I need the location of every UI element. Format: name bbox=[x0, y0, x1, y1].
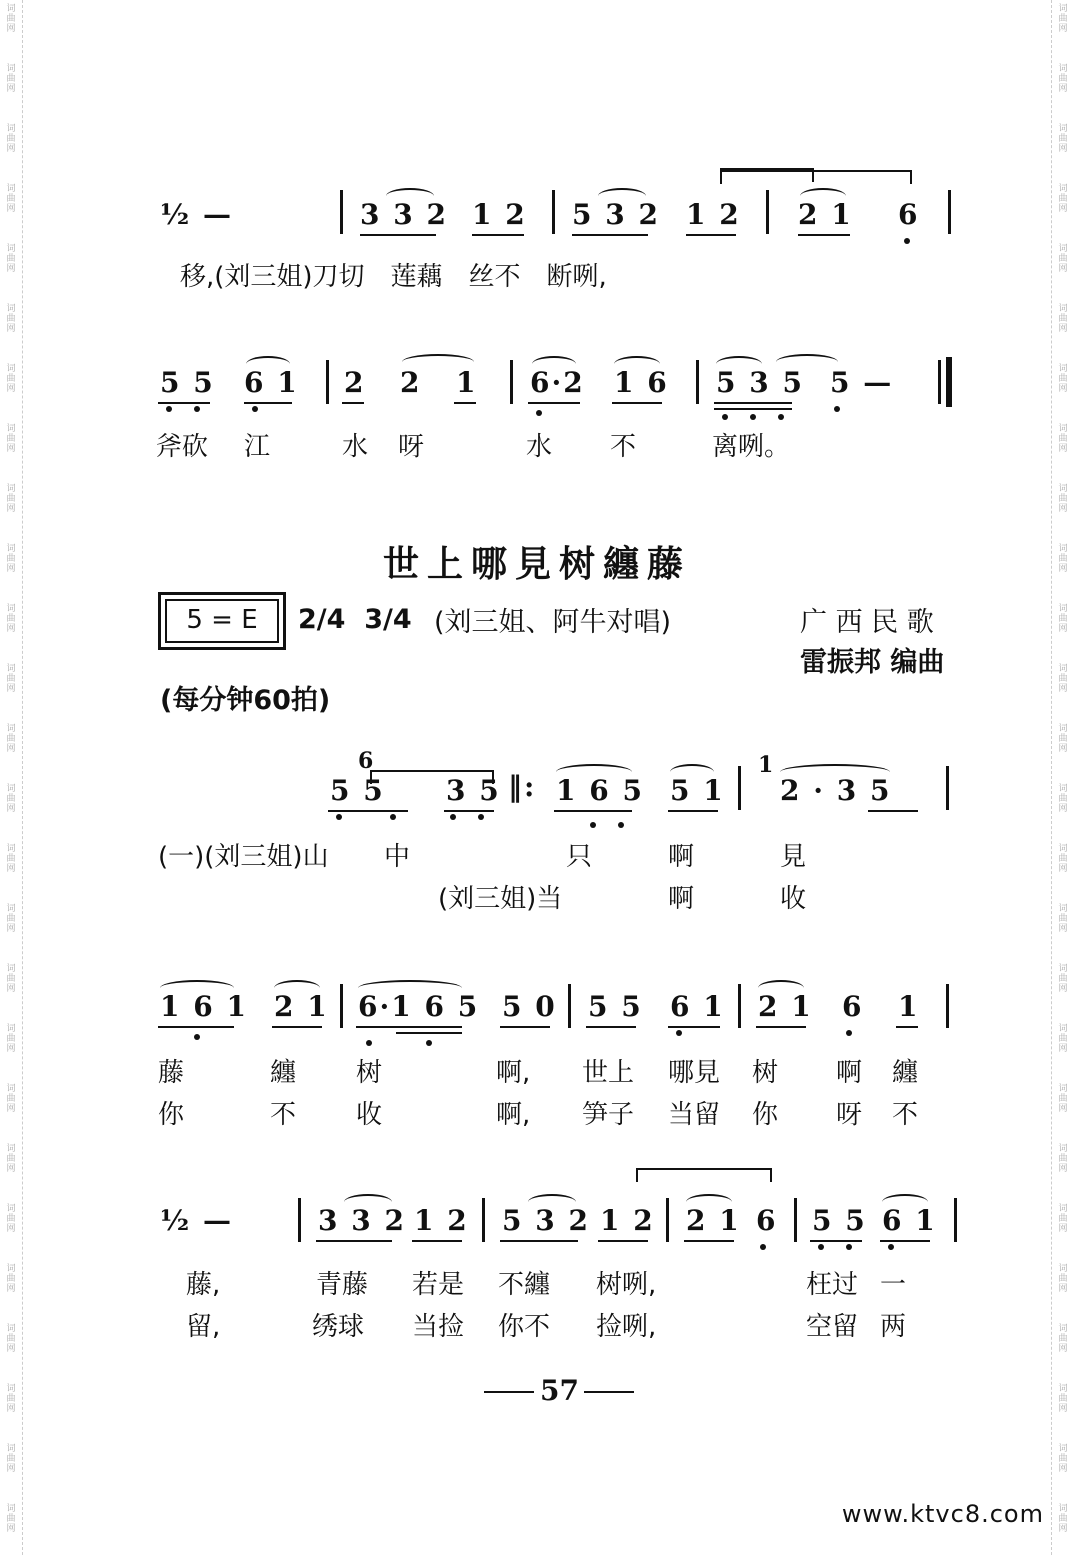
underline bbox=[668, 1026, 720, 1028]
lyric: 离咧。 bbox=[712, 432, 791, 462]
barline bbox=[326, 360, 329, 404]
note: 1 2 bbox=[414, 1204, 469, 1237]
note: 6 bbox=[842, 990, 864, 1023]
barline bbox=[794, 1198, 797, 1242]
note: 5 5 bbox=[812, 1204, 867, 1237]
note: 3 3 2 bbox=[318, 1204, 406, 1237]
underline bbox=[668, 810, 718, 812]
lyric: 見 bbox=[780, 842, 807, 872]
lyric: 一 bbox=[880, 1270, 907, 1300]
barline bbox=[946, 984, 949, 1028]
watermark-text: 词 曲 网 bbox=[6, 1384, 16, 1414]
slur bbox=[386, 188, 434, 204]
watermark-text: 词 曲 网 bbox=[6, 724, 16, 754]
notation-line1-f: 2 1 bbox=[798, 198, 853, 231]
watermark-text: 词 曲 网 bbox=[6, 904, 16, 934]
underline bbox=[272, 1026, 322, 1028]
octave-dot bbox=[450, 814, 456, 820]
underline bbox=[684, 1240, 734, 1242]
watermark-text: 词 曲 网 bbox=[6, 364, 16, 394]
lyric: 你不 bbox=[498, 1312, 551, 1342]
octave-dot bbox=[252, 406, 258, 412]
watermark-text: 词 曲 网 bbox=[1058, 844, 1068, 874]
octave-dot bbox=[478, 814, 484, 820]
watermark-text: 词 曲 网 bbox=[6, 124, 16, 154]
underline bbox=[554, 810, 632, 812]
page-number: 57 bbox=[540, 1374, 579, 1407]
underline bbox=[714, 402, 792, 404]
lyric: 绣球 bbox=[312, 1312, 365, 1342]
slur bbox=[670, 764, 714, 780]
octave-dot bbox=[846, 1030, 852, 1036]
slur bbox=[758, 980, 804, 996]
underline bbox=[586, 1026, 636, 1028]
note: 5 5 bbox=[160, 366, 215, 399]
underline bbox=[444, 810, 494, 812]
barline bbox=[696, 360, 699, 404]
lyric: 收 bbox=[780, 884, 807, 914]
slur bbox=[776, 354, 838, 370]
lyric: 若是 bbox=[412, 1270, 465, 1300]
slur bbox=[614, 356, 660, 372]
slur bbox=[556, 764, 632, 780]
lyric: 树咧, bbox=[596, 1270, 657, 1300]
watermark-text: 词 曲 网 bbox=[6, 64, 16, 94]
note: 2 · 3 5 bbox=[780, 774, 892, 807]
lyric: 只 bbox=[566, 842, 593, 872]
barline bbox=[510, 360, 513, 404]
song-title: 世上哪見树纏藤 bbox=[382, 544, 691, 585]
barline bbox=[666, 1198, 669, 1242]
octave-dot bbox=[390, 814, 396, 820]
barline bbox=[938, 360, 941, 404]
note: 2 bbox=[400, 366, 422, 399]
underline bbox=[244, 402, 292, 404]
barline bbox=[948, 190, 951, 234]
underline bbox=[686, 234, 736, 236]
lyric: 中 bbox=[384, 842, 411, 872]
note: 6 1 bbox=[244, 366, 299, 399]
note: 5 3 5 bbox=[716, 366, 804, 399]
footer-rule bbox=[484, 1391, 534, 1393]
watermark-text: 词 曲 网 bbox=[6, 1264, 16, 1294]
lyric: 纏 bbox=[892, 1058, 919, 1088]
watermark-text: 词 曲 网 bbox=[1058, 424, 1068, 454]
underline bbox=[396, 1032, 462, 1034]
barline bbox=[766, 190, 769, 234]
watermark-text: 词 曲 网 bbox=[6, 1144, 16, 1174]
barline bbox=[568, 984, 571, 1028]
footer-rule bbox=[584, 1391, 634, 1393]
underline bbox=[896, 1026, 918, 1028]
watermark-text: 词 曲 网 bbox=[1058, 364, 1068, 394]
watermark-text: 词 曲 网 bbox=[1058, 64, 1068, 94]
lyric: 啊 bbox=[668, 884, 695, 914]
lyric: (刘三姐)当 bbox=[438, 884, 563, 914]
barline bbox=[552, 190, 555, 234]
barline bbox=[946, 766, 949, 810]
underline bbox=[316, 1240, 392, 1242]
bracket bbox=[720, 170, 912, 184]
slur bbox=[716, 356, 762, 372]
right-watermark-strip bbox=[1051, 0, 1074, 1555]
watermark-text: 词 曲 网 bbox=[1058, 1084, 1068, 1114]
underline bbox=[472, 234, 524, 236]
lyrics-line1: 移,(刘三姐)刀切 莲藕 丝不 断咧, bbox=[180, 262, 607, 292]
watermark-text: 词 曲 网 bbox=[6, 964, 16, 994]
octave-dot bbox=[194, 1034, 200, 1040]
lyric: 枉过 bbox=[806, 1270, 859, 1300]
note: 6·2 bbox=[530, 366, 585, 399]
underline bbox=[158, 1026, 234, 1028]
lyric: 留, bbox=[186, 1312, 221, 1342]
barline bbox=[340, 984, 343, 1028]
lyric: 不 bbox=[270, 1100, 297, 1130]
song-subtitle: (刘三姐、阿牛对唱) bbox=[434, 607, 672, 638]
left-watermark-strip bbox=[0, 0, 23, 1555]
watermark-text: 词 曲 网 bbox=[1058, 1144, 1068, 1174]
notation-line1-c: 1 2 bbox=[472, 198, 527, 231]
site-watermark: www.ktvc8.com bbox=[841, 1500, 1044, 1528]
bracket bbox=[636, 1168, 772, 1182]
note: ½ — bbox=[160, 1204, 233, 1237]
lyric: 空留 bbox=[806, 1312, 859, 1342]
octave-dot bbox=[166, 406, 172, 412]
lyric: 两 bbox=[880, 1312, 907, 1342]
octave-dot bbox=[760, 1244, 766, 1250]
note: 1 bbox=[758, 752, 776, 778]
note: 1 6 bbox=[614, 366, 669, 399]
lyric: 不 bbox=[610, 432, 637, 462]
underline bbox=[798, 234, 850, 236]
watermark-text: 词 曲 网 bbox=[6, 244, 16, 274]
underline bbox=[412, 1240, 462, 1242]
octave-dot bbox=[536, 410, 542, 416]
slur bbox=[598, 188, 646, 204]
note: 2 1 bbox=[758, 990, 813, 1023]
barline bbox=[738, 984, 741, 1028]
octave-dot bbox=[426, 1040, 432, 1046]
lyric: (一)(刘三姐)山 bbox=[158, 842, 329, 872]
watermark-text: 词 曲 网 bbox=[1058, 184, 1068, 214]
octave-dot bbox=[904, 238, 910, 244]
notation-line1-g: 6 bbox=[898, 198, 920, 231]
watermark-text: 词 曲 网 bbox=[1058, 664, 1068, 694]
slur bbox=[882, 1194, 928, 1210]
watermark-text: 词 曲 网 bbox=[1058, 4, 1068, 34]
lyric: 啊, bbox=[496, 1100, 531, 1130]
barline bbox=[954, 1198, 957, 1242]
watermark-text: 词 曲 网 bbox=[1058, 1024, 1068, 1054]
watermark-text: 词 曲 网 bbox=[6, 604, 16, 634]
underline bbox=[528, 402, 580, 404]
underline bbox=[454, 402, 476, 404]
lyric: 呀 bbox=[836, 1100, 863, 1130]
notation-line1-a: ½ — bbox=[160, 198, 233, 231]
tempo-mark: (每分钟60拍) bbox=[160, 685, 331, 716]
lyric: 水 bbox=[526, 432, 553, 462]
lyric: 啊 bbox=[836, 1058, 863, 1088]
slur bbox=[800, 188, 846, 204]
lyric: 斧砍 bbox=[156, 432, 209, 462]
song-origin: 广 西 民 歌 bbox=[800, 607, 934, 638]
slur bbox=[274, 980, 320, 996]
barline bbox=[298, 1198, 301, 1242]
lyric: 纏 bbox=[270, 1058, 297, 1088]
barline bbox=[340, 190, 343, 234]
slur bbox=[344, 1194, 392, 1210]
note: 1 bbox=[456, 366, 478, 399]
watermark-text: 词 曲 网 bbox=[1058, 124, 1068, 154]
note: 1 6 5 bbox=[556, 774, 644, 807]
note: 6 1 bbox=[882, 1204, 937, 1237]
underline bbox=[328, 810, 408, 812]
lyric: 收 bbox=[356, 1100, 383, 1130]
octave-dot bbox=[888, 1244, 894, 1250]
underline bbox=[500, 1240, 578, 1242]
watermark-text: 词 曲 网 bbox=[6, 1324, 16, 1354]
octave-dot bbox=[336, 814, 342, 820]
octave-dot bbox=[366, 1040, 372, 1046]
octave-dot bbox=[722, 414, 728, 420]
note: 3 5 bbox=[446, 774, 501, 807]
note: 1 6 1 bbox=[160, 990, 248, 1023]
note: 5 0 bbox=[502, 990, 557, 1023]
underline bbox=[880, 1240, 930, 1242]
underline bbox=[756, 1026, 806, 1028]
lyric: 水 bbox=[342, 432, 369, 462]
note: 2 bbox=[344, 366, 366, 399]
watermark-text: 词 曲 网 bbox=[1058, 1444, 1068, 1474]
underline bbox=[342, 402, 364, 404]
lyric: 当留 bbox=[668, 1100, 721, 1130]
lyric: 哪見 bbox=[668, 1058, 721, 1088]
octave-dot bbox=[590, 822, 596, 828]
slur bbox=[160, 980, 234, 996]
watermark-text: 词 曲 网 bbox=[6, 424, 16, 454]
octave-dot bbox=[846, 1244, 852, 1250]
song-arranger: 雷振邦 编曲 bbox=[800, 647, 945, 678]
time-signature: 2/4 3/4 bbox=[298, 604, 412, 635]
note: 5 5 bbox=[330, 774, 385, 807]
slur bbox=[358, 980, 462, 996]
note: 5 5 bbox=[588, 990, 643, 1023]
note: 6 1 bbox=[670, 990, 725, 1023]
slur bbox=[532, 356, 576, 372]
note: 1 bbox=[898, 990, 920, 1023]
watermark-text: 词 曲 网 bbox=[6, 4, 16, 34]
slur bbox=[686, 1194, 732, 1210]
lyric: 树 bbox=[356, 1058, 383, 1088]
watermark-text: 词 曲 网 bbox=[6, 1084, 16, 1114]
note: 2 1 bbox=[274, 990, 329, 1023]
note: 5 3 2 bbox=[502, 1204, 590, 1237]
notation-line1-e: 1 2 bbox=[686, 198, 741, 231]
lyric: 捡咧, bbox=[596, 1312, 657, 1342]
lyric: 呀 bbox=[398, 432, 425, 462]
lyric: 你 bbox=[158, 1100, 185, 1130]
final-barline bbox=[946, 357, 952, 407]
lyric: 藤, bbox=[186, 1270, 221, 1300]
lyric: 江 bbox=[244, 432, 271, 462]
lyric: 世上 bbox=[582, 1058, 635, 1088]
watermark-text: 词 曲 网 bbox=[6, 1204, 16, 1234]
watermark-text: 词 曲 网 bbox=[1058, 484, 1068, 514]
octave-dot bbox=[834, 406, 840, 412]
underline bbox=[612, 402, 662, 404]
watermark-text: 词 曲 网 bbox=[6, 844, 16, 874]
underline bbox=[356, 1026, 462, 1028]
underline bbox=[868, 810, 918, 812]
grace-note: 6 bbox=[358, 748, 376, 774]
octave-dot bbox=[750, 414, 756, 420]
note: 6·1 6 5 bbox=[358, 990, 480, 1023]
notation-line1-d: 5 3 2 bbox=[572, 198, 660, 231]
lyric: 不纏 bbox=[498, 1270, 551, 1300]
watermark-text: 词 曲 网 bbox=[6, 544, 16, 574]
underline bbox=[572, 234, 648, 236]
octave-dot bbox=[818, 1244, 824, 1250]
underline bbox=[598, 1240, 648, 1242]
watermark-text: 词 曲 网 bbox=[6, 1504, 16, 1534]
watermark-text: 词 曲 网 bbox=[6, 784, 16, 814]
underline bbox=[158, 402, 210, 404]
barline bbox=[738, 766, 741, 810]
watermark-text: 词 曲 网 bbox=[1058, 964, 1068, 994]
lyric: 青藤 bbox=[316, 1270, 369, 1300]
underline bbox=[810, 1240, 862, 1242]
watermark-text: 词 曲 网 bbox=[6, 1444, 16, 1474]
watermark-text: 词 曲 网 bbox=[1058, 544, 1068, 574]
watermark-text: 词 曲 网 bbox=[6, 484, 16, 514]
lyric: 啊 bbox=[668, 842, 695, 872]
watermark-text: 词 曲 网 bbox=[1058, 724, 1068, 754]
underline bbox=[360, 234, 436, 236]
watermark-text: 词 曲 网 bbox=[1058, 904, 1068, 934]
watermark-text: 词 曲 网 bbox=[6, 1024, 16, 1054]
lyric: 啊, bbox=[496, 1058, 531, 1088]
lyric: 你 bbox=[752, 1100, 779, 1130]
slur bbox=[528, 1194, 576, 1210]
lyric: 藤 bbox=[158, 1058, 185, 1088]
note: 2 1 bbox=[686, 1204, 741, 1237]
watermark-text: 词 曲 网 bbox=[1058, 784, 1068, 814]
watermark-text: 词 曲 网 bbox=[6, 664, 16, 694]
slur bbox=[780, 764, 890, 780]
watermark-text: 词 曲 网 bbox=[1058, 1264, 1068, 1294]
repeat-sign: ‖: bbox=[508, 770, 537, 803]
watermark-text: 词 曲 网 bbox=[1058, 1204, 1068, 1234]
underline bbox=[500, 1026, 550, 1028]
lyric: 当捡 bbox=[412, 1312, 465, 1342]
octave-dot bbox=[194, 406, 200, 412]
key-signature: 5 = E bbox=[165, 599, 279, 643]
watermark-text: 词 曲 网 bbox=[1058, 244, 1068, 274]
watermark-text: 词 曲 网 bbox=[1058, 1384, 1068, 1414]
note: 5 1 bbox=[670, 774, 725, 807]
note: 1 2 bbox=[600, 1204, 655, 1237]
watermark-text: 词 曲 网 bbox=[6, 304, 16, 334]
underline bbox=[714, 408, 792, 410]
slur bbox=[246, 356, 290, 372]
watermark-text: 词 曲 网 bbox=[1058, 304, 1068, 334]
watermark-text: 词 曲 网 bbox=[1058, 604, 1068, 634]
key-signature-box bbox=[158, 592, 286, 650]
watermark-text: 词 曲 网 bbox=[1058, 1324, 1068, 1354]
slur bbox=[402, 354, 474, 370]
lyric: 不 bbox=[892, 1100, 919, 1130]
notation-line1-b: 3 3 2 bbox=[360, 198, 448, 231]
watermark-text: 词 曲 网 bbox=[6, 184, 16, 214]
octave-dot bbox=[676, 1030, 682, 1036]
watermark-text: 词 曲 网 bbox=[1058, 1504, 1068, 1534]
lyric: 树 bbox=[752, 1058, 779, 1088]
octave-dot bbox=[618, 822, 624, 828]
octave-dot bbox=[778, 414, 784, 420]
lyric: 笋子 bbox=[582, 1100, 635, 1130]
note: 5 — bbox=[830, 366, 894, 399]
barline bbox=[482, 1198, 485, 1242]
note: 6 bbox=[756, 1204, 778, 1237]
